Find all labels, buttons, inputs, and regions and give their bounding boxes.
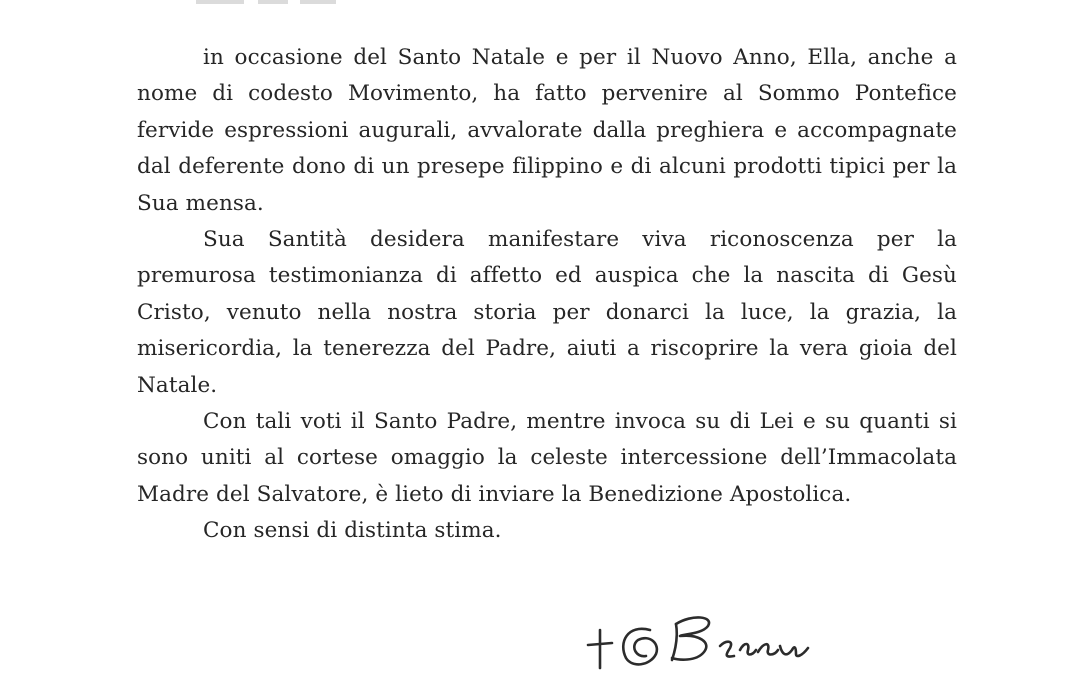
signature-text: + Becciu	[580, 678, 584, 679]
paragraph-gratitude: Sua Santità desidera manifestare viva riconoscenza per la premurosa testimonianza di affetto ed auspica che la nascita di Gesù Cristo, venuto nella nostra storia per donarci la luce, la grazia, la misericordia, la tenerezza del Padre, aiuti a riscoprire la vera gioia del Natale.	[137, 227, 957, 398]
paragraph-closing: Con sensi di distinta stima.	[203, 518, 502, 544]
paragraph-greetings: in occasione del Santo Natale e per il Nuovo Anno, Ella, anche a nome di codesto Movimento, ha fatto pervenire al Sommo Pontefice fervide espressioni augurali, avvalorate dalla preghiera e accompagnate dal deferente dono di un presepe filippino e di alcuni prodotti tipici per la Sua mensa.	[137, 45, 957, 216]
paragraph-blessing: Con tali voti il Santo Padre, mentre invoca su di Lei e su quanti si sono uniti al cortese omaggio la celeste intercessione dell’Immacolata Madre del Salvatore, è lieto di inviare la Benedizione Apostolica.	[137, 409, 957, 507]
handwritten-signature	[580, 600, 820, 680]
cropped-header-fragment	[0, 0, 1080, 12]
letter-body	[137, 40, 957, 550]
